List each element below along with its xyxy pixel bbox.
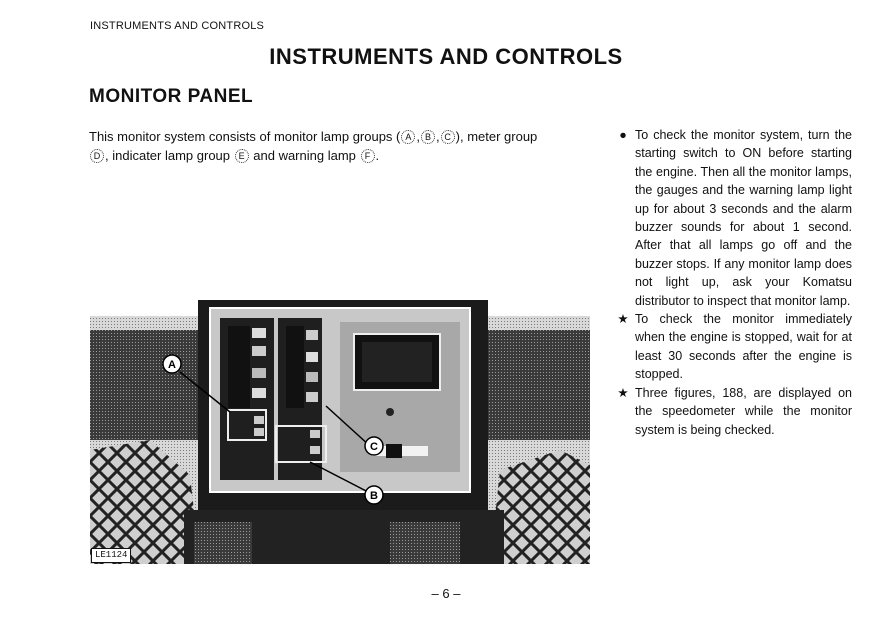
intro-text: , indicater lamp group <box>105 148 231 163</box>
figure-code-label: LE1124 <box>91 548 131 563</box>
note-item <box>616 126 852 310</box>
note-text: To check the monitor immediately when the engine is stopped, wait for at least 30 seconds after the engine is stopped. <box>635 312 852 382</box>
page-number: – 6 – <box>431 586 461 601</box>
ref-d-marker: D <box>90 149 104 163</box>
section-title: MONITOR PANEL <box>89 86 254 107</box>
intro-text: ), meter group <box>455 129 538 144</box>
note-item <box>616 310 852 384</box>
ref-e-marker: E <box>235 149 249 163</box>
running-header: INSTRUMENTS AND CONTROLS <box>90 20 265 32</box>
intro-separator: , <box>436 129 440 144</box>
intro-text: . <box>375 148 380 163</box>
page-title: INSTRUMENTS AND CONTROLS <box>269 44 623 69</box>
callout-b-label: B <box>370 490 378 502</box>
star-icon: ★ <box>617 312 629 327</box>
notes-list <box>616 126 852 439</box>
note-text: Three figures, 188, are displayed on the speedometer while the monitor system is being checked. <box>635 385 852 437</box>
bullet-icon: ● <box>619 128 627 142</box>
intro-paragraph <box>89 127 594 165</box>
note-item <box>616 384 852 439</box>
ref-a-marker: A <box>401 130 415 144</box>
monitor-panel-illustration <box>90 300 590 564</box>
ref-b-marker: B <box>421 130 435 144</box>
intro-text: This monitor system consists of monitor lamp groups ( <box>89 129 401 144</box>
intro-text: and warning lamp <box>253 148 356 163</box>
callout-a-label: A <box>168 359 176 371</box>
ref-f-marker: F <box>361 149 375 163</box>
star-icon: ★ <box>617 385 629 400</box>
ref-c-marker: C <box>441 130 455 144</box>
note-text: To check the monitor system, turn the starting switch to ON before starting the engine. Then all the monitor lamps, the gauges and the warning lamp light up for about 3 seconds and the alarm buzzer sounds for about 1 second. After that all lamps go off and the buzzer stops. If any monitor lamp does not light up, ask your Komatsu distributor to inspect that monitor lamp. <box>635 128 852 308</box>
callout-c-label: C <box>370 441 378 453</box>
monitor-panel-photo <box>90 300 590 564</box>
intro-separator: , <box>416 129 421 144</box>
